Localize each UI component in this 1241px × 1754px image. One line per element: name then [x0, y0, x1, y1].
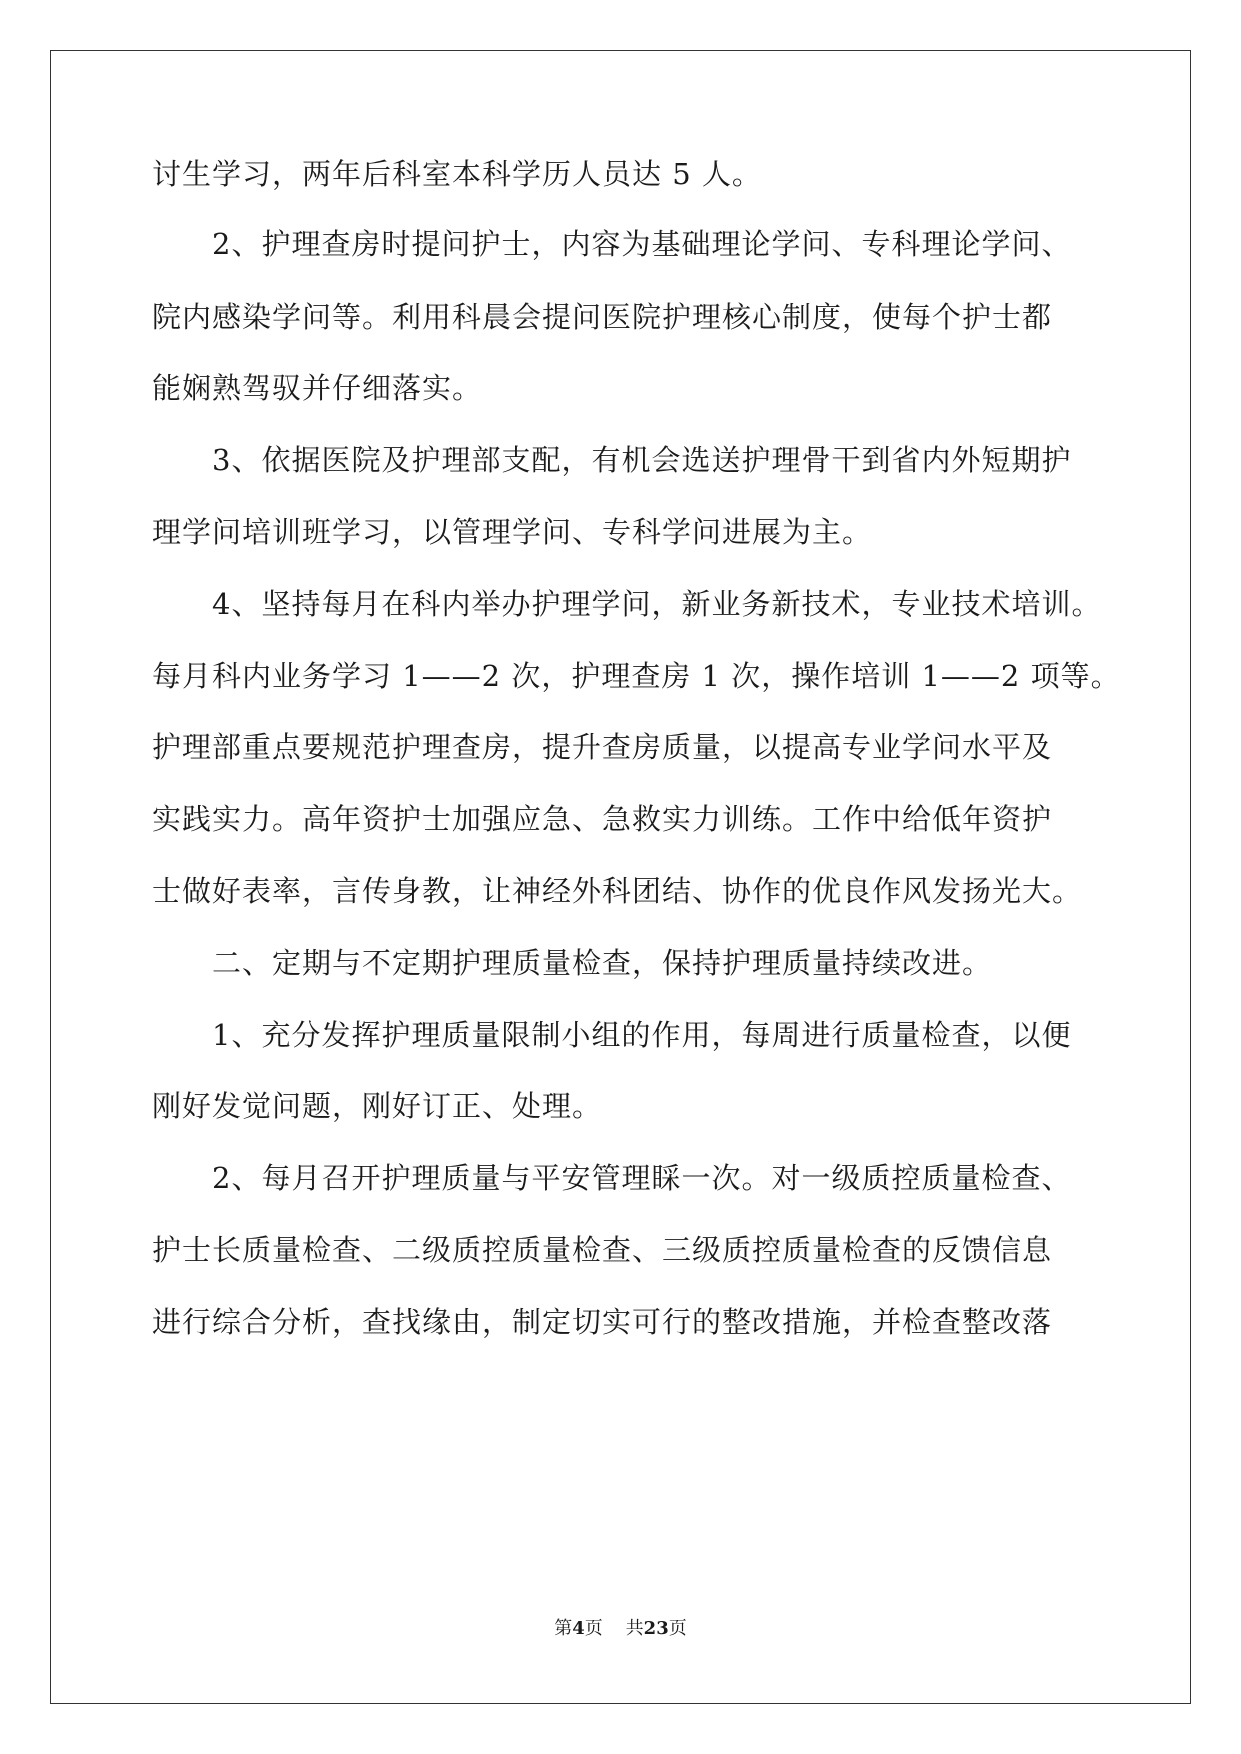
text-line: 1、充分发挥护理质量限制小组的作用，每周进行质量检查，以便: [152, 1018, 1072, 1052]
text-line: 每月科内业务学习 1——2 次，护理查房 1 次，操作培训 1——2 项等。: [152, 659, 1121, 693]
text-line: 护理部重点要规范护理查房，提升查房质量，以提高专业学问水平及: [152, 730, 1053, 764]
text-line: 2、护理查房时提问护士，内容为基础理论学问、专科理论学问、: [152, 227, 1072, 261]
text-line: 3、依据医院及护理部支配，有机会选送护理骨干到省内外短期护: [152, 443, 1072, 477]
text-line: 二、定期与不定期护理质量检查，保持护理质量持续改进。: [152, 946, 993, 980]
text-line: 4、坚持每月在科内举办护理学问，新业务新技术，专业技术培训。: [152, 587, 1102, 621]
text-line: 进行综合分析，查找缘由，制定切实可行的整改措施，并检查整改落: [152, 1305, 1053, 1339]
text-line: 实践实力。高年资护士加强应急、急救实力训练。工作中给低年资护: [152, 802, 1053, 836]
page-prefix: 第: [554, 1618, 573, 1639]
text-line: 能娴熟驾驭并仔细落实。: [152, 371, 483, 405]
total-suffix: 页: [668, 1618, 687, 1639]
text-line: 讨生学习，两年后科室本科学历人员达 5 人。: [152, 157, 762, 191]
total-prefix: 共: [625, 1618, 644, 1639]
text-line: 2、每月召开护理质量与平安管理睬一次。对一级质控质量检查、: [152, 1161, 1072, 1195]
text-line: 理学问培训班学习，以管理学问、专科学问进展为主。: [152, 515, 873, 549]
text-line: 刚好发觉问题，刚好订正、处理。: [152, 1089, 603, 1123]
page-footer: [0, 1616, 1241, 1642]
page-suffix: 页: [584, 1618, 603, 1639]
page-number: 4: [572, 1618, 585, 1639]
text-line: 院内感染学问等。利用科晨会提问医院护理核心制度，使每个护士都: [152, 300, 1053, 334]
text-line: 护士长质量检查、二级质控质量检查、三级质控质量检查的反馈信息: [152, 1233, 1053, 1267]
text-line: 士做好表率，言传身教，让神经外科团结、协作的优良作风发扬光大。: [152, 874, 1083, 908]
total-pages: 23: [643, 1618, 669, 1639]
